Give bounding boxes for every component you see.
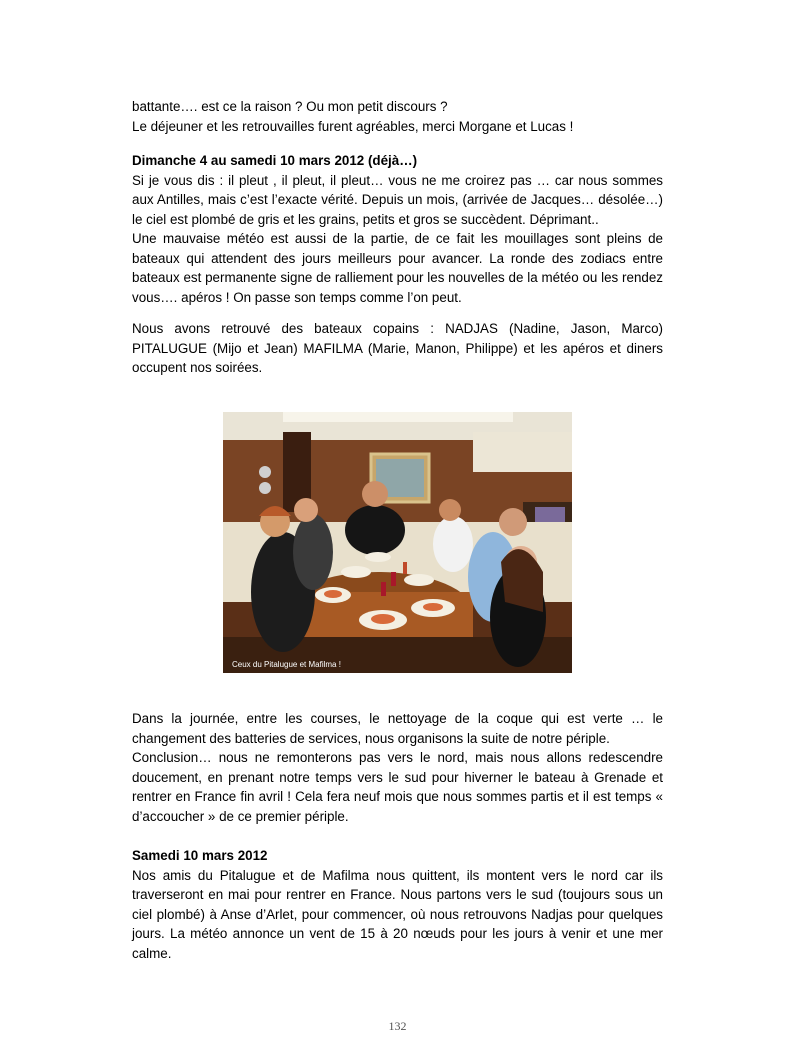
paragraph: Si je vous dis : il pleut , il pleut, il pleut… vous ne me croirez pas … car nous sommes aux Antilles, mais c’est l’exacte vérité. Depuis un mois, (arrivée de Jacques… désolée…) le ciel est plombé de gris et les grains, petits et gros se succèdent. Déprimant.. (132, 172, 663, 227)
intro-line-1: battante…. est ce la raison ? Ou mon petit discours ? (132, 99, 448, 114)
daily-block (132, 709, 663, 826)
dinner-photo (223, 412, 572, 673)
photo-illustration (223, 412, 572, 673)
paragraph: Nos amis du Pitalugue et de Mafilma nous quittent, ils montent vers le nord car ils traverseront en mai pour rentrer en France. Nous partons vers le sud (toujours sous un ciel plombé) à Anse d’Arlet, pour commencer, où nous retrouvons Nadjas pour quelques jours. La météo annonce un vent de 15 à 20 nœuds pour les jours à venir et une mer calme. (132, 867, 663, 961)
section-heading: Samedi 10 mars 2012 (132, 848, 268, 863)
intro-block (132, 97, 663, 136)
paragraph: Nous avons retrouvé des bateaux copains : NADJAS (Nadine, Jason, Marco) PITALUGUE (Mijo et Jean) MAFILMA (Marie, Manon, Philippe) et les apéros et diners occupent nos soirées. (132, 321, 663, 375)
paragraph: Conclusion… nous ne remonterons pas vers le nord, mais nous allons redescendre doucement, en prenant notre temps vers le sud pour hiverner le bateau à Grenade et rentrer en France fin avril ! Cela fera neuf mois que nous sommes partis et il est temps « d’accoucher » de ce premier périple. (132, 750, 663, 824)
paragraph: Dans la journée, entre les courses, le nettoyage de la coque qui est verte … le changement des batteries de services, nous organisons la suite de notre périple. (132, 711, 663, 746)
section-heading: Dimanche 4 au samedi 10 mars 2012 (déjà…) (132, 153, 418, 168)
section-march-10 (132, 846, 663, 963)
intro-line-2: Le déjeuner et les retrouvailles furent agréables, merci Morgane et Lucas ! (132, 118, 574, 134)
photo-caption: Ceux du Pitalugue et Mafilma ! (232, 660, 341, 669)
page-number: 132 (388, 1019, 407, 1033)
paragraph: Une mauvaise météo est aussi de la partie, de ce fait les mouillages sont pleins de bateaux qui attendent des jours meilleurs pour avancer. La ronde des zodiacs entre bateaux est permanente signe de ralliement pour les nouvelles de la météo ou les rendez vous…. apéros ! On passe son temps comme l’on peut. (132, 231, 663, 305)
section-march-4-10 (132, 151, 663, 378)
